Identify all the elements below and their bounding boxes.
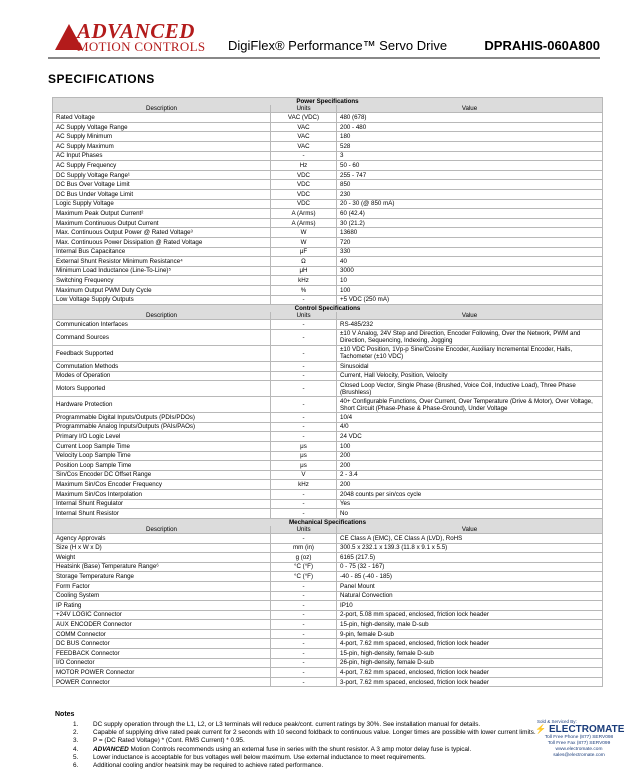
- cell-value: 13680: [337, 228, 603, 238]
- cell-units: -: [271, 397, 337, 413]
- table-row: [53, 432, 603, 442]
- table-row: [53, 461, 603, 471]
- table-row: [53, 601, 603, 611]
- column-header-row: [53, 312, 603, 320]
- cell-description: AC Input Phases: [53, 151, 271, 161]
- section-title-row: [53, 518, 603, 526]
- cell-value: -40 - 85 (-40 - 185): [337, 572, 603, 582]
- company-logo: [55, 19, 225, 54]
- cell-value: Sinusoidal: [337, 361, 603, 371]
- table-row: [53, 276, 603, 286]
- section-title: Power Specifications: [53, 98, 603, 106]
- cell-value: 300.5 x 232.1 x 139.3 (11.8 x 9.1 x 5.5): [337, 543, 603, 553]
- note-number: 1.: [73, 721, 79, 728]
- cell-description: Maximum Peak Output Current²: [53, 209, 271, 219]
- cell-description: Command Sources: [53, 329, 271, 345]
- cell-description: Form Factor: [53, 581, 271, 591]
- note-item: [55, 729, 615, 737]
- cell-description: Cooling System: [53, 591, 271, 601]
- cell-units: °C (°F): [271, 562, 337, 572]
- cell-description: AUX ENCODER Connector: [53, 620, 271, 630]
- table-row: [53, 266, 603, 276]
- cell-description: Motors Supported: [53, 381, 271, 397]
- cell-description: DC Supply Voltage Range¹: [53, 170, 271, 180]
- cell-description: Maximum Output PWM Duty Cycle: [53, 285, 271, 295]
- cell-description: MOTOR POWER Connector: [53, 668, 271, 678]
- cell-value: ±10 V Analog, 24V Step and Direction, Encoder Following, Over the Network, PWM and Direction, Sequencing, Indexing, Jogging: [337, 329, 603, 345]
- cell-description: Communication Interfaces: [53, 320, 271, 330]
- table-row: [53, 113, 603, 123]
- table-row: [53, 572, 603, 582]
- cell-units: -: [271, 295, 337, 305]
- cell-units: -: [271, 361, 337, 371]
- note-item: [55, 737, 615, 745]
- cell-description: Minimum Load Inductance (Line-To-Line)⁵: [53, 266, 271, 276]
- cell-description: Sin/Cos Encoder DC Offset Range: [53, 470, 271, 480]
- note-item: [55, 762, 615, 770]
- cell-units: -: [271, 489, 337, 499]
- cell-value: 10/4: [337, 413, 603, 423]
- cell-value: 255 - 747: [337, 170, 603, 180]
- cell-units: W: [271, 237, 337, 247]
- cell-description: Internal Shunt Regulator: [53, 499, 271, 509]
- cell-description: Max. Continuous Output Power @ Rated Voltage³: [53, 228, 271, 238]
- cell-value: 9-pin, female D-sub: [337, 629, 603, 639]
- cell-description: Commutation Methods: [53, 361, 271, 371]
- cell-value: +5 VDC (250 mA): [337, 295, 603, 305]
- cell-value: 26-pin, high-density, female D-sub: [337, 658, 603, 668]
- cell-value: 4-port, 7.62 mm spaced, enclosed, friction lock header: [337, 668, 603, 678]
- cell-units: -: [271, 620, 337, 630]
- table-row: [53, 381, 603, 397]
- cell-value: 230: [337, 190, 603, 200]
- table-row: [53, 132, 603, 142]
- cell-units: -: [271, 345, 337, 361]
- cell-description: Modes of Operation: [53, 371, 271, 381]
- cell-value: 200: [337, 451, 603, 461]
- cell-value: Closed Loop Vector, Single Phase (Brushed, Voice Coil, Inductive Load), Three Phase (Brushless): [337, 381, 603, 397]
- cell-units: -: [271, 649, 337, 659]
- cell-value: Panel Mount: [337, 581, 603, 591]
- table-row: [53, 320, 603, 330]
- table-row: [53, 581, 603, 591]
- cell-description: Feedback Supported: [53, 345, 271, 361]
- table-row: [53, 489, 603, 499]
- cell-units: -: [271, 591, 337, 601]
- cell-description: Heatsink (Base) Temperature Range⁶: [53, 562, 271, 572]
- table-row: [53, 329, 603, 345]
- note-text: DC supply operation through the L1, L2, or L3 terminals will reduce peak/cont. current ratings by 30%. See installation manual for details.: [93, 721, 481, 728]
- cell-description: Switching Frequency: [53, 276, 271, 286]
- cell-value: 10: [337, 276, 603, 286]
- cell-units: μs: [271, 441, 337, 451]
- cell-description: FEEDBACK Connector: [53, 649, 271, 659]
- table-row: [53, 413, 603, 423]
- cell-value: 0 - 75 (32 - 167): [337, 562, 603, 572]
- cell-units: VDC: [271, 180, 337, 190]
- table-row: [53, 562, 603, 572]
- table-row: [53, 591, 603, 601]
- distributor-stamp: [535, 719, 623, 775]
- cell-units: -: [271, 151, 337, 161]
- cell-units: -: [271, 639, 337, 649]
- table-row: [53, 151, 603, 161]
- table-row: [53, 180, 603, 190]
- notes-title: Notes: [55, 711, 75, 718]
- table-row: [53, 629, 603, 639]
- cell-units: -: [271, 677, 337, 687]
- cell-value: ±10 VDC Position, 1Vp-p Sine/Cosine Encoder, Auxiliary Incremental Encoder, Halls, Tachometer (±10 VDC): [337, 345, 603, 361]
- table-row: [53, 361, 603, 371]
- column-header-units: Units: [271, 105, 337, 113]
- cell-value: 850: [337, 180, 603, 190]
- table-row: [53, 620, 603, 630]
- stamp-sold-by: Sold & Serviced By:: [537, 719, 577, 724]
- table-row: [53, 247, 603, 257]
- cell-description: Logic Supply Voltage: [53, 199, 271, 209]
- cell-value: Yes: [337, 499, 603, 509]
- cell-units: μH: [271, 266, 337, 276]
- cell-units: -: [271, 533, 337, 543]
- note-text: Motion Controls recommends using an external fuse in series with the shunt resistor. A 3 amp motor delay fuse is typical.: [128, 745, 472, 753]
- cell-units: VAC: [271, 132, 337, 142]
- cell-units: -: [271, 601, 337, 611]
- cell-description: DC Bus Over Voltage Limit: [53, 180, 271, 190]
- cell-units: VAC: [271, 122, 337, 132]
- cell-value: 3-port, 7.62 mm spaced, enclosed, friction lock header: [337, 677, 603, 687]
- cell-units: -: [271, 499, 337, 509]
- table-row: [53, 257, 603, 267]
- cell-description: Maximum Continuous Output Current: [53, 218, 271, 228]
- column-header-row: [53, 105, 603, 113]
- cell-units: VDC: [271, 190, 337, 200]
- table-row: [53, 533, 603, 543]
- table-row: [53, 142, 603, 152]
- note-number: 5.: [73, 753, 79, 761]
- note-brand: ADVANCED: [93, 745, 129, 753]
- cell-value: 40+ Configurable Functions, Over Current, Over Temperature (Drive & Motor), Over Voltage, Short Circuit (Phase-Phase & Phase-Ground), Under Voltage: [337, 397, 603, 413]
- cell-description: External Shunt Resistor Minimum Resistance⁴: [53, 257, 271, 267]
- table-row: [53, 480, 603, 490]
- cell-units: mm (in): [271, 543, 337, 553]
- cell-units: -: [271, 371, 337, 381]
- table-row: [53, 470, 603, 480]
- cell-description: Internal Shunt Resistor: [53, 509, 271, 519]
- cell-units: Ω: [271, 257, 337, 267]
- note-item: [55, 746, 615, 754]
- specifications-table-body: [53, 98, 603, 687]
- notes-list: [55, 721, 615, 770]
- cell-description: I/O Connector: [53, 658, 271, 668]
- table-row: [53, 639, 603, 649]
- cell-units: kHz: [271, 480, 337, 490]
- column-header-units: Units: [271, 526, 337, 534]
- cell-description: Maximum Sin/Cos Encoder Frequency: [53, 480, 271, 490]
- table-row: [53, 668, 603, 678]
- column-header-row: [53, 526, 603, 534]
- note-number: 3.: [73, 737, 79, 745]
- note-text: Capable of supplying drive rated peak current for 2 seconds with 10 second foldback to continuous value. Longer times are possible with lower current limits.: [93, 729, 536, 737]
- notes-section: [55, 711, 615, 770]
- table-row: [53, 543, 603, 553]
- stamp-email: sales@electromate.com: [553, 752, 605, 758]
- column-header-value: Value: [337, 312, 603, 320]
- cell-description: POWER Connector: [53, 677, 271, 687]
- table-row: [53, 122, 603, 132]
- cell-value: 4/0: [337, 422, 603, 432]
- table-row: [53, 161, 603, 171]
- cell-value: 480 (678): [337, 113, 603, 123]
- cell-value: 4-port, 7.62 mm spaced, enclosed, friction lock header: [337, 639, 603, 649]
- cell-value: 2048 counts per sin/cos cycle: [337, 489, 603, 499]
- cell-units: μF: [271, 247, 337, 257]
- cell-units: g (oz): [271, 553, 337, 563]
- cell-units: A (Arms): [271, 218, 337, 228]
- cell-units: Hz: [271, 161, 337, 171]
- cell-value: 24 VDC: [337, 432, 603, 442]
- cell-units: -: [271, 658, 337, 668]
- cell-value: 528: [337, 142, 603, 152]
- section-title-row: [53, 305, 603, 313]
- cell-units: μs: [271, 451, 337, 461]
- cell-units: VAC: [271, 142, 337, 152]
- cell-description: Weight: [53, 553, 271, 563]
- stamp-fax: Toll Free Fax (877) SERV099: [547, 740, 611, 746]
- stamp-web: www.electromate.com: [555, 746, 603, 752]
- column-header-value: Value: [337, 526, 603, 534]
- stamp-brand: [535, 724, 623, 735]
- cell-description: +24V LOGIC Connector: [53, 610, 271, 620]
- cell-description: Current Loop Sample Time: [53, 441, 271, 451]
- cell-value: 2 - 3.4: [337, 470, 603, 480]
- cell-description: Max. Continuous Power Dissipation @ Rated Voltage: [53, 237, 271, 247]
- table-row: [53, 371, 603, 381]
- cell-units: VDC: [271, 170, 337, 180]
- cell-description: DC BUS Connector: [53, 639, 271, 649]
- cell-description: Programmable Analog Inputs/Outputs (PAIs/PAOs): [53, 422, 271, 432]
- cell-units: -: [271, 422, 337, 432]
- cell-value: 100: [337, 285, 603, 295]
- table-row: [53, 218, 603, 228]
- cell-value: 15-pin, high-density, female D-sub: [337, 649, 603, 659]
- note-number: 2.: [73, 729, 79, 737]
- cell-value: 60 (42.4): [337, 209, 603, 219]
- cell-units: -: [271, 381, 337, 397]
- cell-value: 3000: [337, 266, 603, 276]
- table-row: [53, 658, 603, 668]
- cell-value: 200: [337, 461, 603, 471]
- note-item: [55, 754, 615, 762]
- cell-units: VAC (VDC): [271, 113, 337, 123]
- cell-value: 330: [337, 247, 603, 257]
- cell-units: μs: [271, 461, 337, 471]
- model-number: DPRAHIS-060A800: [484, 38, 600, 53]
- cell-units: -: [271, 610, 337, 620]
- cell-description: Position Loop Sample Time: [53, 461, 271, 471]
- table-row: [53, 170, 603, 180]
- cell-value: 30 (21.2): [337, 218, 603, 228]
- cell-value: CE Class A (EMC), CE Class A (LVD), RoHS: [337, 533, 603, 543]
- cell-units: kHz: [271, 276, 337, 286]
- note-number: 4.: [73, 745, 79, 753]
- note-text: Additional cooling and/or heatsink may be required to achieve rated performance.: [93, 761, 324, 769]
- cell-description: Velocity Loop Sample Time: [53, 451, 271, 461]
- cell-units: -: [271, 432, 337, 442]
- table-row: [53, 199, 603, 209]
- cell-description: AC Supply Minimum: [53, 132, 271, 142]
- table-row: [53, 441, 603, 451]
- product-subtitle: DigiFlex® Performance™ Servo Drive: [228, 38, 448, 53]
- cell-description: AC Supply Voltage Range: [53, 122, 271, 132]
- table-row: [53, 649, 603, 659]
- cell-description: Programmable Digital Inputs/Outputs (PDIs/PDOs): [53, 413, 271, 423]
- cell-value: 200: [337, 480, 603, 490]
- cell-description: IP Rating: [53, 601, 271, 611]
- cell-description: Low Voltage Supply Outputs: [53, 295, 271, 305]
- note-number: 6.: [73, 761, 79, 769]
- cell-description: Maximum Sin/Cos Interpolation: [53, 489, 271, 499]
- cell-units: V: [271, 470, 337, 480]
- cell-description: Hardware Protection: [53, 397, 271, 413]
- note-text: Lower inductance is acceptable for bus voltages well below maximum. Use external inductance to meet requirements.: [93, 753, 426, 761]
- cell-description: Storage Temperature Range: [53, 572, 271, 582]
- table-row: [53, 345, 603, 361]
- cell-description: Primary I/O Logic Level: [53, 432, 271, 442]
- cell-value: Natural Convection: [337, 591, 603, 601]
- table-row: [53, 397, 603, 413]
- cell-units: -: [271, 413, 337, 423]
- cell-value: 200 - 480: [337, 122, 603, 132]
- logo-line2: MOTION CONTROLS: [77, 39, 206, 54]
- table-row: [53, 228, 603, 238]
- table-row: [53, 295, 603, 305]
- cell-description: COMM Connector: [53, 629, 271, 639]
- cell-value: 3: [337, 151, 603, 161]
- cell-units: A (Arms): [271, 209, 337, 219]
- cell-units: °C (°F): [271, 572, 337, 582]
- cell-value: No: [337, 509, 603, 519]
- header-divider: [48, 57, 600, 59]
- cell-units: W: [271, 228, 337, 238]
- cell-value: RS-485/232: [337, 320, 603, 330]
- table-row: [53, 209, 603, 219]
- cell-value: 20 - 30 (@ 850 mA): [337, 199, 603, 209]
- cell-value: 40: [337, 257, 603, 267]
- cell-description: AC Supply Frequency: [53, 161, 271, 171]
- cell-value: 6165 (217.5): [337, 553, 603, 563]
- section-title: Control Specifications: [53, 305, 603, 313]
- cell-value: IP10: [337, 601, 603, 611]
- stamp-phone: Toll Free Phone (877) SERV098: [544, 735, 614, 740]
- table-row: [53, 237, 603, 247]
- cell-description: AC Supply Maximum: [53, 142, 271, 152]
- column-header-units: Units: [271, 312, 337, 320]
- cell-units: %: [271, 285, 337, 295]
- cell-units: -: [271, 668, 337, 678]
- section-title-row: [53, 98, 603, 106]
- logo-line1: ADVANCED: [77, 19, 195, 43]
- page-header: [0, 0, 638, 62]
- note-text: P = (DC Rated Voltage) * (Cont. RMS Current) * 0.95.: [93, 737, 245, 745]
- column-header-description: Description: [53, 526, 271, 534]
- cell-value: 15-pin, high-density, male D-sub: [337, 620, 603, 630]
- cell-value: Current, Hall Velocity, Position, Velocity: [337, 371, 603, 381]
- cell-description: DC Bus Under Voltage Limit: [53, 190, 271, 200]
- cell-value: 50 - 60: [337, 161, 603, 171]
- lightning-icon: ⚡: [535, 724, 547, 734]
- column-header-description: Description: [53, 105, 271, 113]
- table-row: [53, 422, 603, 432]
- table-row: [53, 499, 603, 509]
- table-row: [53, 285, 603, 295]
- table-row: [53, 451, 603, 461]
- note-item: [55, 721, 615, 729]
- table-row: [53, 610, 603, 620]
- table-row: [53, 677, 603, 687]
- cell-units: -: [271, 320, 337, 330]
- cell-description: Rated Voltage: [53, 113, 271, 123]
- cell-units: -: [271, 581, 337, 591]
- cell-units: -: [271, 509, 337, 519]
- section-title: Mechanical Specifications: [53, 518, 603, 526]
- cell-units: -: [271, 629, 337, 639]
- cell-units: VDC: [271, 199, 337, 209]
- cell-description: Internal Bus Capacitance: [53, 247, 271, 257]
- cell-value: 720: [337, 237, 603, 247]
- cell-units: -: [271, 329, 337, 345]
- cell-value: 180: [337, 132, 603, 142]
- table-row: [53, 509, 603, 519]
- cell-value: 100: [337, 441, 603, 451]
- cell-description: Agency Approvals: [53, 533, 271, 543]
- column-header-description: Description: [53, 312, 271, 320]
- cell-description: Size (H x W x D): [53, 543, 271, 553]
- stamp-brand-text: ELECTROMATE: [549, 724, 625, 735]
- cell-value: 2-port, 5.08 mm spaced, enclosed, friction lock header: [337, 610, 603, 620]
- table-row: [53, 190, 603, 200]
- specifications-table: [52, 97, 603, 687]
- table-row: [53, 553, 603, 563]
- page-title: SPECIFICATIONS: [48, 72, 155, 86]
- column-header-value: Value: [337, 105, 603, 113]
